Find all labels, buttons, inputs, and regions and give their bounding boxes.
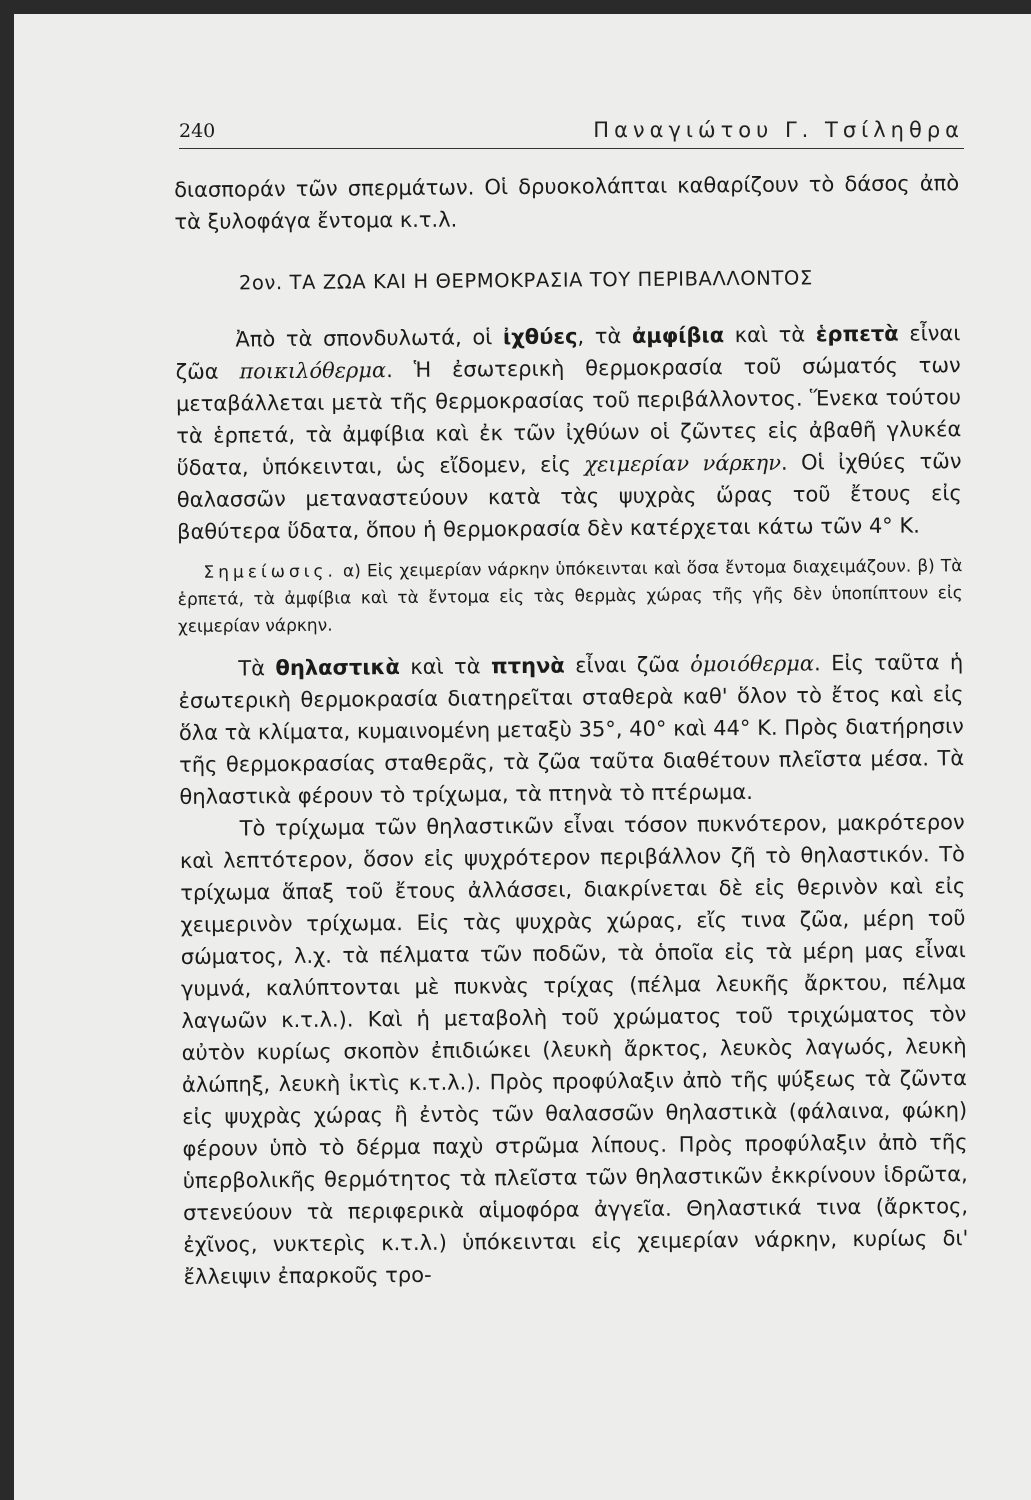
term-poikilotherm: ποικιλόθερμα	[239, 358, 387, 384]
text-run: . Εἰς ταῦτα ἡ ἐσωτερικὴ θερμοκρασία διατηρεῖται σταθερὰ καθ' ὅλον τὸ ἔτος καὶ εἰς ὅλα τὰ κλίματα, κυμαινομένη μεταξὺ 35°, 40° καὶ 44° Κ. Πρὸς διατήρησιν τῆς θερμοκρασίας σταθερᾶς, τὰ ζῶα ταῦτα διαθέτουν πλεῖστα μέσα. Τὰ θηλαστικὰ φέρουν τὸ τρίχωμα, τὰ πτηνὰ τὸ πτέρωμα.	[178, 650, 965, 809]
term-mammals: θηλαστικὰ	[275, 655, 400, 681]
text-run: καὶ τὰ	[399, 654, 492, 680]
paragraph-homeotherms	[178, 646, 964, 813]
text-run: εἶναι ζῶα	[175, 321, 961, 384]
section-heading: 2ον. ΤΑ ΖΩΑ ΚΑΙ Η ΘΕΡΜΟΚΡΑΣΙΑ ΤΟΥ ΠΕΡΙΒΑΛΛΟΝΤΟΣ	[238, 266, 813, 295]
text-run: . Ἡ ἐσωτερικὴ θερμοκρασία τοῦ σώματός των μεταβάλλεται μετὰ τῆς θερμοκρασίας τοῦ περιβάλλοντος. Ἕνεκα τούτου τὰ ἑρπετά, τὰ ἀμφίβια καὶ ἐκ τῶν ἰχθύων οἱ ζῶντες εἰς ἀβαθῆ γλυκέα ὕδατα, ὑπόκεινται, ὡς εἴδομεν, εἰς	[175, 353, 962, 480]
page-number: 240	[179, 120, 216, 142]
text-run: Ἀπὸ τὰ σπονδυλωτά, οἱ	[235, 325, 504, 352]
paragraph-poikilotherms	[175, 317, 962, 548]
text-run: , τὰ	[577, 324, 633, 349]
note-text: α) Εἰς χειμερίαν νάρκην ὑπόκεινται καὶ ὅσα ἔντομα διαχειμάζουν. β) Τὰ ἑρπετά, τὰ ἀμφίβια καὶ τὰ ἔντομα εἰς τὰς θερμὰς χώρας τῆς γῆς δὲν ὑποπίπτουν εἰς χειμερίαν νάρκην.	[177, 556, 963, 637]
text-run: . Οἱ ἰχθύες τῶν θαλασσῶν μεταναστεύουν κατὰ τὰς ψυχρὰς ὥρας τοῦ ἔτους εἰς βαθύτερα ὕδατα, ὅπου ἡ θερμοκρασία δὲν κατέρχεται κάτω τῶν 4° Κ.	[176, 449, 962, 544]
term-hibernation: χειμερίαν νάρκην	[584, 450, 782, 477]
term-reptiles: ἑρπετὰ	[815, 321, 899, 347]
text-run: εἶναι ζῶα	[564, 652, 691, 678]
note-label: Σημείωσις.	[203, 561, 337, 583]
term-birds: πτηνὰ	[490, 653, 565, 679]
body-text	[174, 167, 969, 1293]
text-run: καὶ τὰ	[723, 322, 816, 348]
book-page	[14, 14, 1031, 1500]
paragraph-continuation: διασποράν τῶν σπερμάτων. Οἱ δρυοκολάπται καθαρίζουν τὸ δάσος ἀπὸ τὰ ξυλοφάγα ἔντομα κ.τ.λ.	[174, 171, 960, 234]
footnote	[177, 553, 963, 641]
term-amphibians: ἀμφίβια	[631, 323, 725, 349]
paragraph-fur: Τὸ τρίχωμα τῶν θηλαστικῶν εἶναι τόσον πυκνότερον, μακρότερον καὶ λεπτότερον, ὅσον εἰς ψυχρότερον περιβάλλον ζῆ τὸ θηλαστικόν. Τὸ τρίχωμα ἅπαξ τοῦ ἔτους ἀλλάσσει, διακρίνεται δὲ εἰς θερινὸν καὶ εἰς χειμερινὸν τρίχωμα. Εἰς τὰς ψυχρὰς χώρας, εἴς τινα ζῶα, μέρη τοῦ σώματος, λ.χ. τὰ πέλματα τῶν ποδῶν, τὰ ὁποῖα εἰς τὰ μέρη μας εἶναι γυμνά, καλύπτονται μὲ πυκνὰς τρίχας (πέλμα λευκῆς ἄρκτου, πέλμα λαγωῶν κ.τ.λ.). Καὶ ἡ μεταβολὴ τοῦ χρώματος τοῦ τριχώματος τὸν αὐτὸν κυρίως σκοπὸν ἐπιδιώκει (λευκὴ ἄρκτος, λευκὸς λαγωός, λευκὴ ἀλώπηξ, λευκὴ ἰκτὶς κ.τ.λ.). Πρὸς προφύλαξιν ἀπὸ τῆς ψύξεως τὰ ζῶντα εἰς ψυχρὰς χώρας ἢ ἐντὸς τῶν θαλασσῶν θηλαστικὰ (φάλαινα, φώκη) φέρουν ὑπὸ τὸ δέρμα παχὺ στρῶμα λίπους. Πρὸς προφύλαξιν ἀπὸ τῆς ὑπερβολικῆς θερμότητος τὰ πλεῖστα τῶν θηλαστικῶν ἐκκρίνουν ἱδρῶτα, στενεύουν τὰ περιφερικὰ αἱμοφόρα ἀγγεῖα. Θηλαστικά τινα (ἄρκτος, ἐχῖνος, νυκτερὶς κ.τ.λ.) ὑπόκεινται εἰς χειμερίαν νάρκην, κυρίως δι' ἔλλειψιν ἐπαρκοῦς τρο-	[179, 810, 969, 1289]
term-fish: ἰχθύες	[502, 324, 578, 350]
page-header	[179, 112, 964, 149]
running-head: Παναγιώτου Γ. Τσίληθρα	[593, 118, 964, 142]
term-homeotherm: ὁμοιόθερμα	[690, 651, 815, 677]
text-run: Τὰ	[238, 656, 276, 681]
